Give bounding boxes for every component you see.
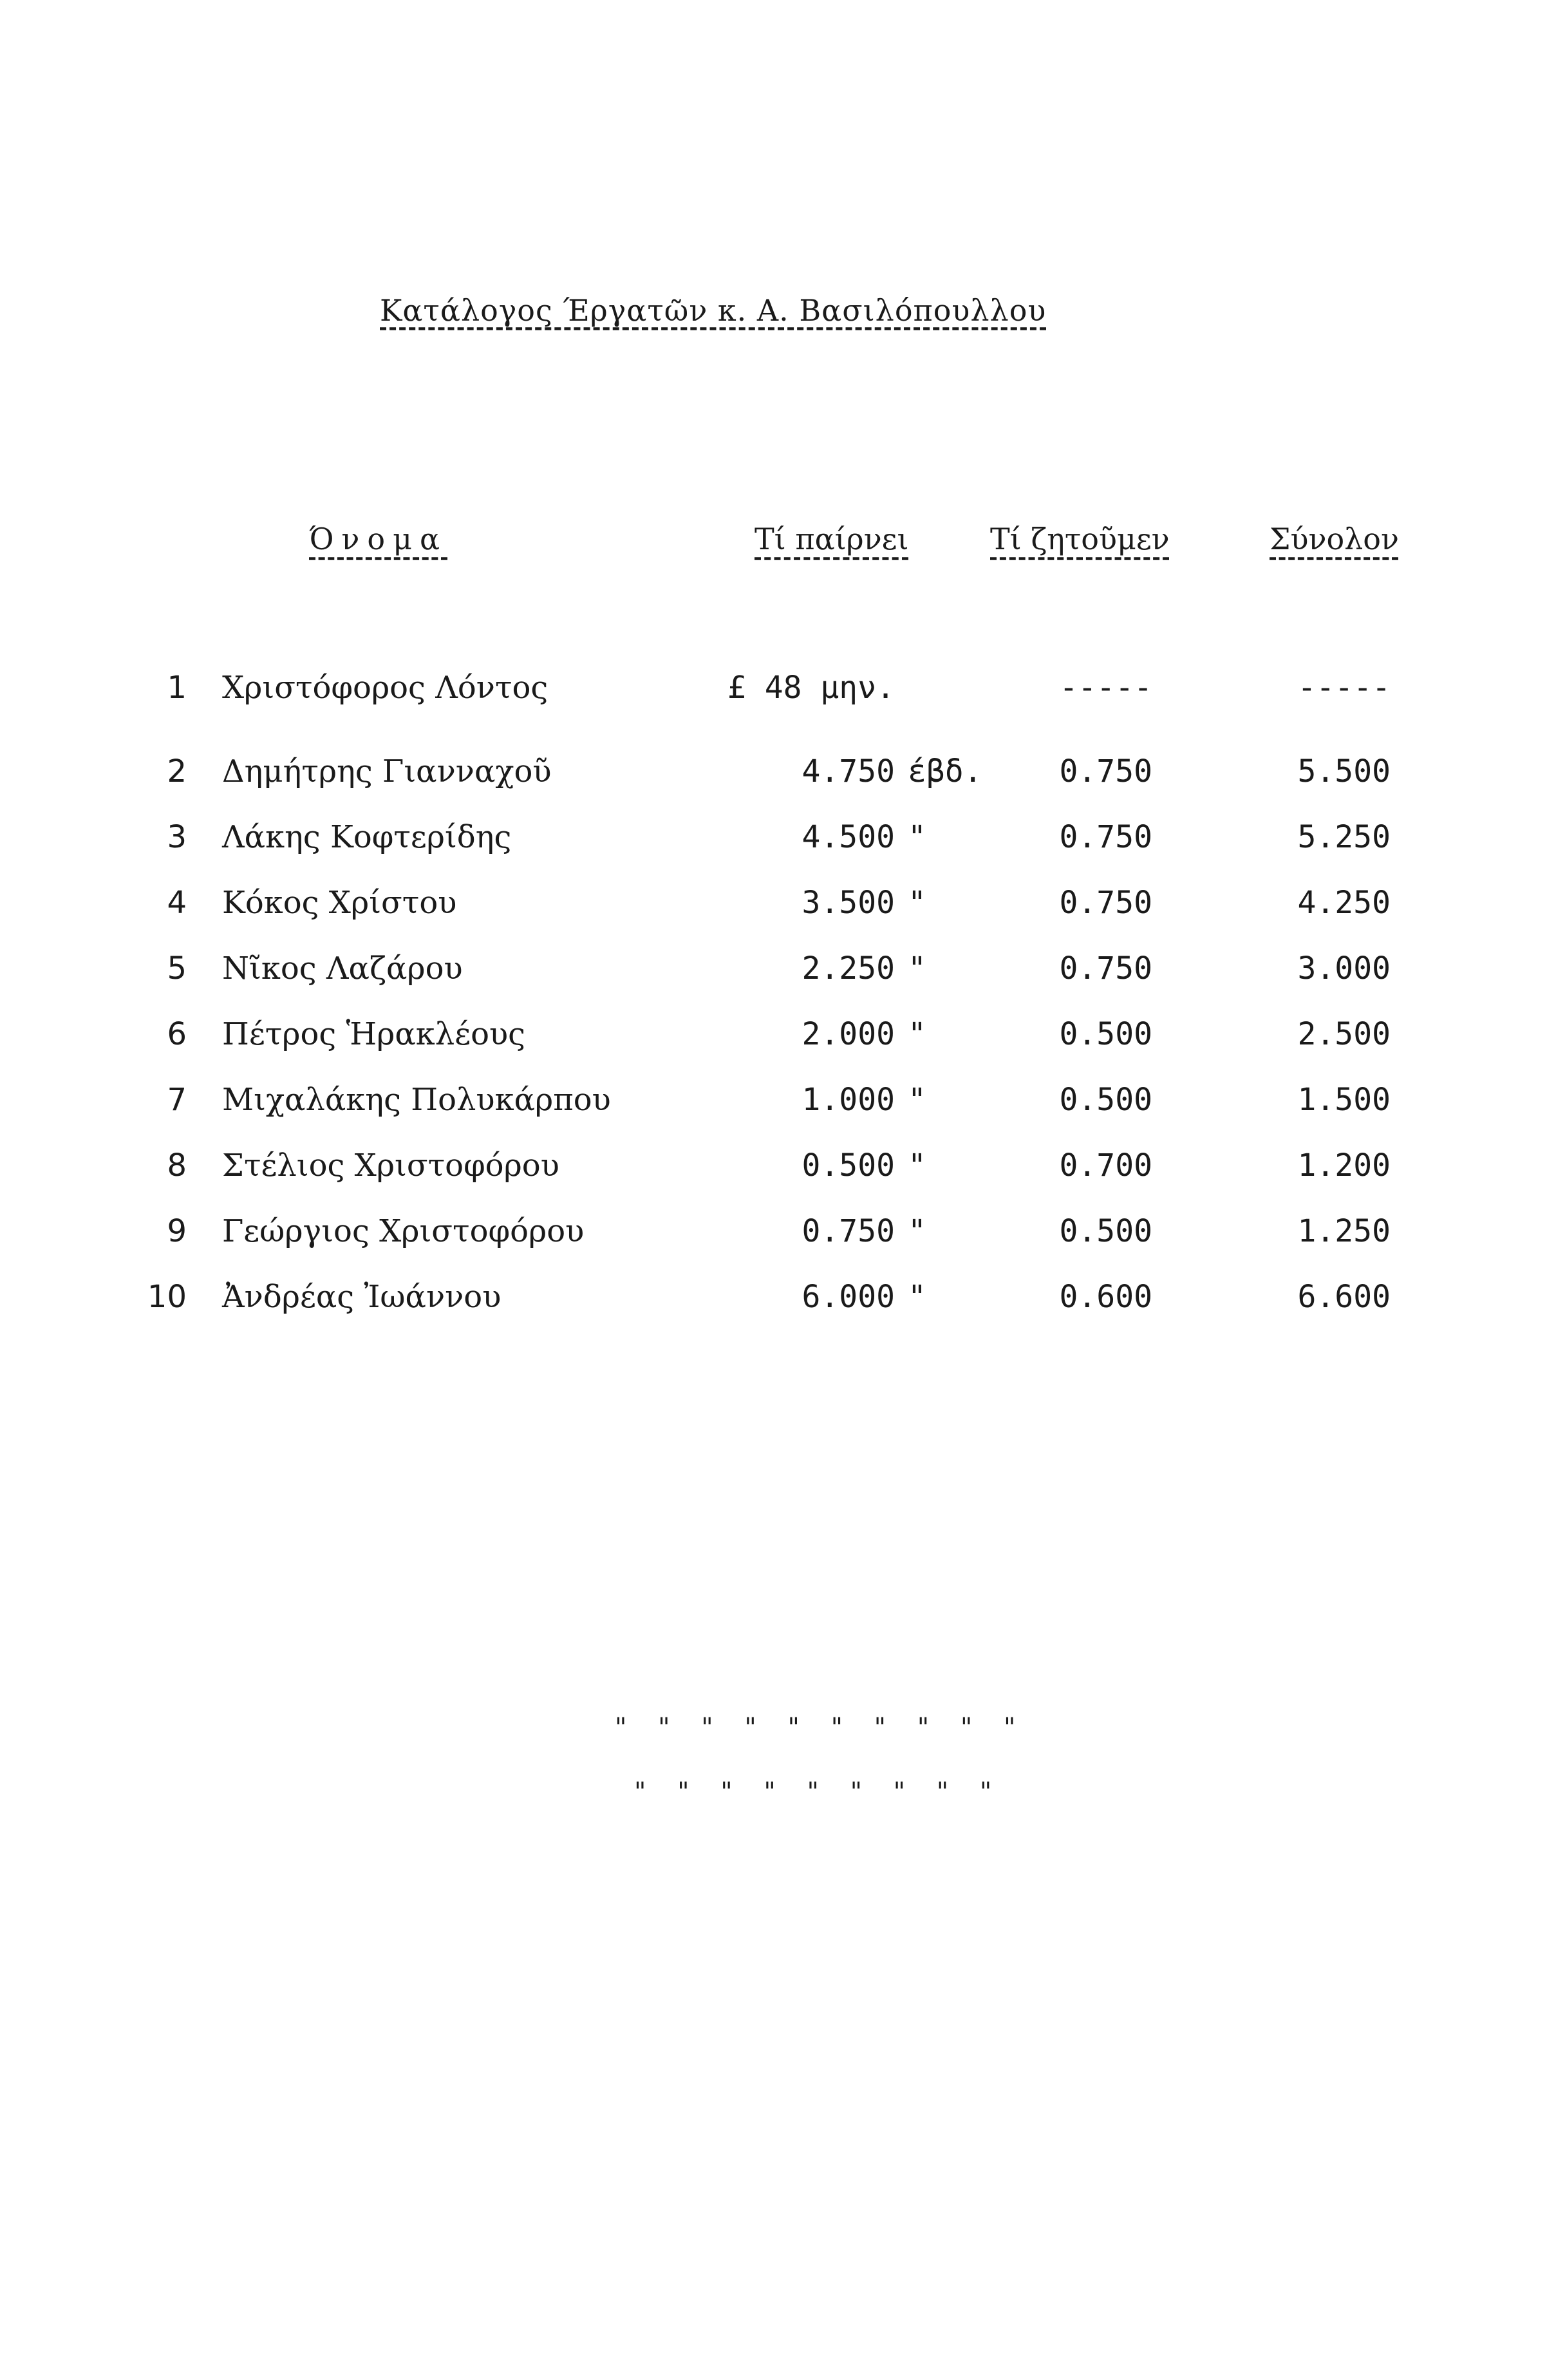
ask-value: 0.750: [1059, 753, 1152, 789]
receive-value: £ 48 μην.: [727, 670, 895, 706]
table-row: [0, 1016, 1556, 1068]
receive-unit: ": [908, 1279, 926, 1315]
receive-unit: ": [908, 950, 926, 987]
ask-value: 0.500: [1059, 1082, 1152, 1118]
row-number: 6: [167, 1016, 187, 1052]
total-value: 3.000: [1297, 950, 1391, 987]
ask-value: 0.600: [1059, 1279, 1152, 1315]
total-value: -----: [1297, 670, 1391, 706]
total-value: 1.250: [1297, 1213, 1391, 1249]
row-number: 8: [167, 1148, 187, 1184]
total-value: 1.200: [1297, 1148, 1391, 1184]
table-row: [0, 1148, 1556, 1199]
header-name: Όνομα: [309, 522, 448, 556]
row-number: 5: [167, 950, 187, 987]
ask-value: 0.750: [1059, 819, 1152, 855]
receive-value: 0.500: [801, 1148, 895, 1184]
ask-value: -----: [1059, 670, 1152, 706]
table-row: [0, 753, 1556, 805]
receive-unit: ": [908, 1148, 926, 1184]
total-value: 6.600: [1297, 1279, 1391, 1315]
worker-name: Στέλιος Χριστοφόρου: [222, 1148, 559, 1184]
ask-value: 0.750: [1059, 885, 1152, 921]
ask-value: 0.700: [1059, 1148, 1152, 1184]
table-row: [0, 1279, 1556, 1330]
total-value: 5.500: [1297, 753, 1391, 789]
worker-name: Γεώργιος Χριστοφόρου: [222, 1213, 585, 1249]
worker-name: Ἀνδρέας Ἰωάννου: [222, 1279, 501, 1315]
row-number: 7: [167, 1082, 187, 1118]
receive-unit: ": [908, 819, 926, 855]
worker-name: Νῖκος Λαζάρου: [222, 950, 463, 987]
table-row: [0, 950, 1556, 1002]
worker-name: Χριστόφορος Λόντος: [222, 670, 548, 706]
header-receive: Τί παίρνει: [755, 522, 909, 556]
header-total: Σύνολον: [1270, 522, 1399, 556]
receive-unit: ": [908, 885, 926, 921]
worker-name: Μιχαλάκης Πολυκάρπου: [222, 1082, 611, 1118]
table-row: [0, 885, 1556, 936]
worker-name: Δημήτρης Γιανναχοῦ: [222, 753, 552, 789]
row-number: 1: [167, 670, 187, 706]
worker-name: Λάκης Κοφτερίδης: [222, 819, 512, 855]
total-value: 5.250: [1297, 819, 1391, 855]
receive-value: 2.250: [801, 950, 895, 987]
receive-unit: ": [908, 1213, 926, 1249]
ask-value: 0.750: [1059, 950, 1152, 987]
ditto-line: " " " " " " " " " ": [615, 1713, 1027, 1742]
worker-name: Κόκος Χρίστου: [222, 885, 457, 921]
ditto-line: " " " " " " " " ": [634, 1777, 1004, 1807]
worker-name: Πέτρος Ἡρακλέους: [222, 1016, 526, 1052]
table-row: [0, 1082, 1556, 1133]
table-row: [0, 670, 1556, 721]
receive-value: 6.000: [801, 1279, 895, 1315]
receive-unit: έβδ.: [908, 753, 982, 789]
receive-value: 4.500: [801, 819, 895, 855]
ask-value: 0.500: [1059, 1016, 1152, 1052]
total-value: 4.250: [1297, 885, 1391, 921]
row-number: 3: [167, 819, 187, 855]
receive-value: 1.000: [801, 1082, 895, 1118]
row-number: 10: [147, 1279, 187, 1315]
table-row: [0, 1213, 1556, 1265]
header-ask: Τί ζητοῦμεν: [990, 522, 1170, 556]
receive-value: 4.750: [801, 753, 895, 789]
receive-unit: ": [908, 1016, 926, 1052]
table-row: [0, 819, 1556, 871]
receive-value: 2.000: [801, 1016, 895, 1052]
document-title: Κατάλογος Έργατῶν κ. Α. Βασιλόπουλλου: [380, 293, 1047, 328]
row-number: 4: [167, 885, 187, 921]
row-number: 9: [167, 1213, 187, 1249]
row-number: 2: [167, 753, 187, 789]
receive-value: 0.750: [801, 1213, 895, 1249]
receive-unit: ": [908, 1082, 926, 1118]
ask-value: 0.500: [1059, 1213, 1152, 1249]
total-value: 2.500: [1297, 1016, 1391, 1052]
total-value: 1.500: [1297, 1082, 1391, 1118]
receive-value: 3.500: [801, 885, 895, 921]
